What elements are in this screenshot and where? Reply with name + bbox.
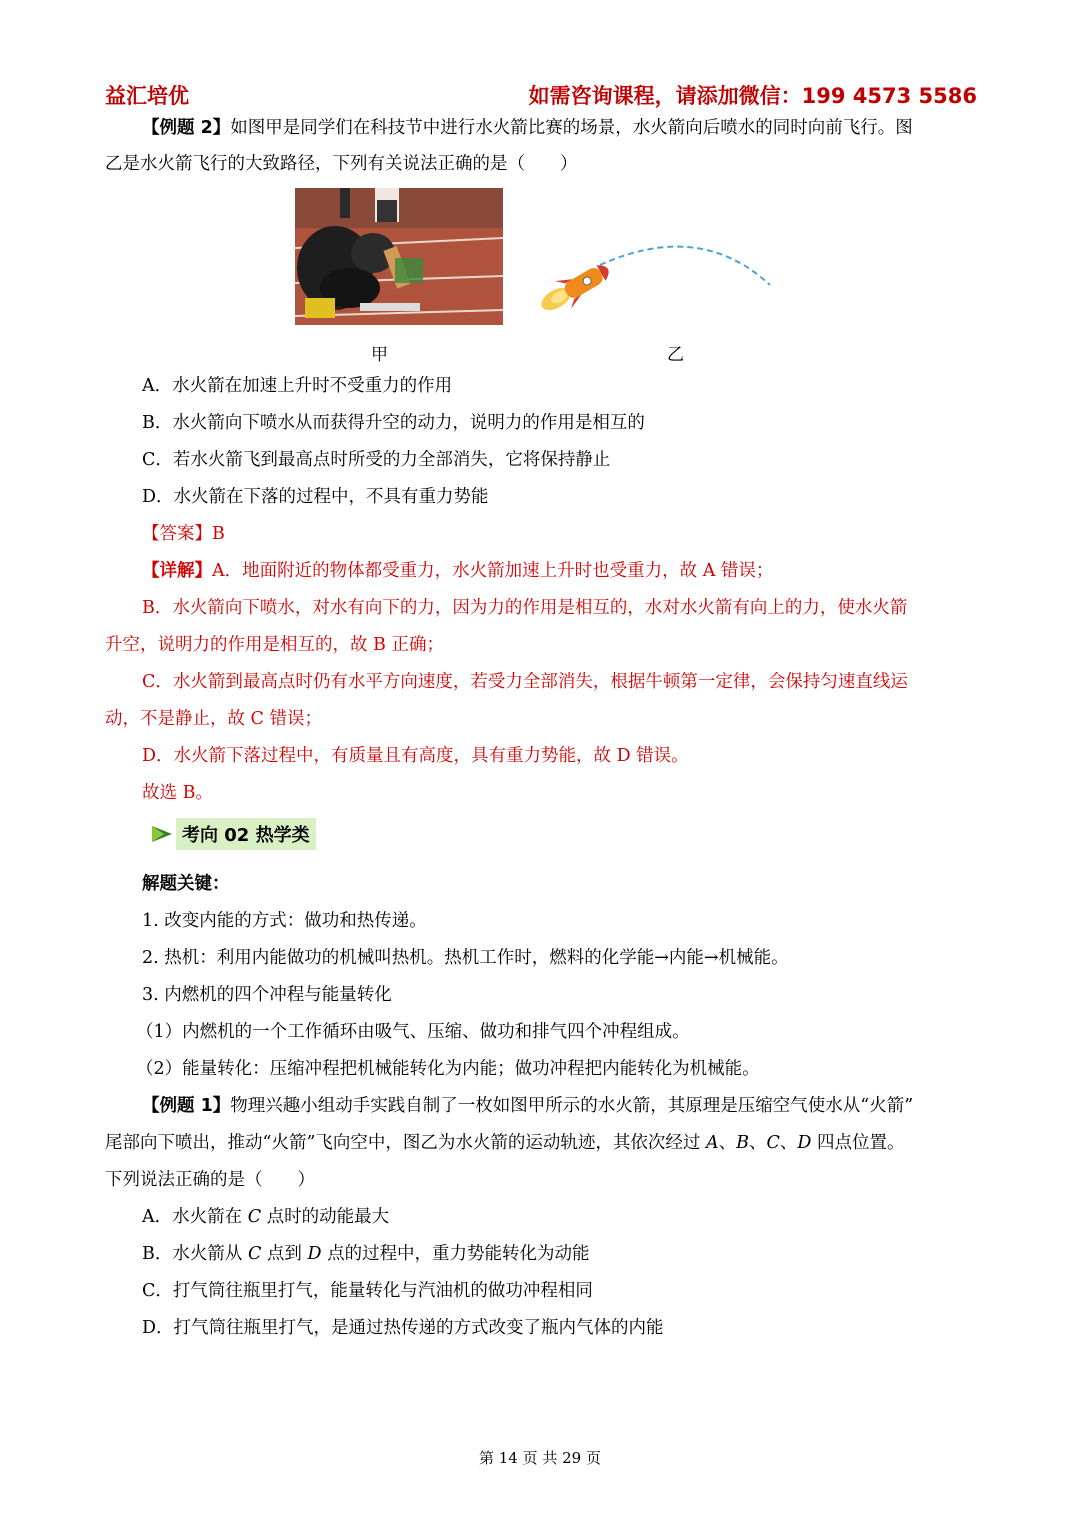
brand-name: 益汇培优 <box>105 84 189 108</box>
example2-detail-c1: C．水火箭到最高点时仍有水平方向速度，若受力全部消失，根据牛顿第一定律，会保持匀速直线运 <box>142 672 908 692</box>
example1-option-c: C．打气筒往瓶里打气，能量转化与汽油机的做功冲程相同 <box>142 1281 593 1301</box>
page-number: 第 14 页 共 29 页 <box>478 1449 601 1467</box>
figure-caption-jia: 甲 <box>371 345 388 365</box>
keys-sub-1: （1）内燃机的一个工作循环由吸气、压缩、做功和排气四个冲程组成。 <box>136 1022 690 1042</box>
example1-option-d: D．打气筒往瓶里打气，是通过热传递的方式改变了瓶内气体的内能 <box>142 1318 664 1338</box>
example2-option-d: D．水火箭在下落的过程中，不具有重力势能 <box>142 487 489 507</box>
rocket-launch-photo <box>295 188 503 325</box>
section-title: 考向 02 热学类 <box>176 818 316 850</box>
example1-stem-line2: 尾部向下喷出，推动“火箭”飞向空中，图乙为水火箭的运动轨迹，其依次经过 A、B、C、D 四点位置。 <box>105 1133 905 1153</box>
keys-item-3: 3. 内燃机的四个冲程与能量转化 <box>142 985 392 1005</box>
example1-stem-line3: 下列说法正确的是（ ） <box>105 1170 315 1190</box>
example2-detail-a: 【详解】A．地面附近的物体都受重力，水火箭加速上升时也受重力，故 A 错误； <box>142 561 774 581</box>
example2-stem-line2: 乙是水火箭飞行的大致路径，下列有关说法正确的是（ ） <box>105 154 578 174</box>
example1-option-a: A．水火箭在 C 点时的动能最大 <box>142 1207 390 1227</box>
example2-detail-d: D．水火箭下落过程中，有质量且有高度，具有重力势能，故 D 错误。 <box>142 746 689 766</box>
section-heading <box>152 818 316 850</box>
keys-item-1: 1. 改变内能的方式：做功和热传递。 <box>142 911 427 931</box>
example2-detail-c2: 动，不是静止，故 C 错误； <box>105 709 323 729</box>
rocket-trajectory-figure <box>530 240 780 330</box>
example1-stem-line1: 【例题 1】物理兴趣小组动手实践自制了一枚如图甲所示的水火箭，其原理是压缩空气使水从“火箭” <box>142 1096 914 1116</box>
example2-option-b: B．水火箭向下喷水从而获得升空的动力，说明力的作用是相互的 <box>142 413 645 433</box>
keys-sub-2: （2）能量转化：压缩冲程把机械能转化为内能；做功冲程把内能转化为机械能。 <box>136 1059 760 1079</box>
contact-info: 如需咨询课程，请添加微信：199 4573 5586 <box>528 84 977 108</box>
example1-option-b: B．水火箭从 C 点到 D 点的过程中，重力势能转化为动能 <box>142 1244 590 1264</box>
example2-stem-line1: 【例题 2】如图甲是同学们在科技节中进行水火箭比赛的场景，水火箭向后喷水的同时向前飞行。图 <box>142 118 913 138</box>
example2-answer: 【答案】B <box>142 524 225 544</box>
keys-heading: 解题关键： <box>142 874 230 894</box>
example2-detail-b1: B．水火箭向下喷水，对水有向下的力，因为力的作用是相互的，水对水火箭有向上的力，使水火箭 <box>142 598 908 618</box>
example2-detail-b2: 升空，说明力的作用是相互的，故 B 正确； <box>105 635 444 655</box>
section-arrow-icon <box>152 824 174 844</box>
example2-option-c: C．若水火箭飞到最高点时所受的力全部消失，它将保持静止 <box>142 450 611 470</box>
example2-label: 【例题 2】 <box>142 118 231 138</box>
figure-caption-yi: 乙 <box>667 345 684 365</box>
keys-item-2: 2. 热机：利用内能做功的机械叫热机。热机工作时，燃料的化学能→内能→机械能。 <box>142 948 789 968</box>
example2-conclusion: 故选 B。 <box>142 783 213 803</box>
example1-label: 【例题 1】 <box>142 1096 231 1116</box>
example2-option-a: A．水火箭在加速上升时不受重力的作用 <box>142 376 453 396</box>
